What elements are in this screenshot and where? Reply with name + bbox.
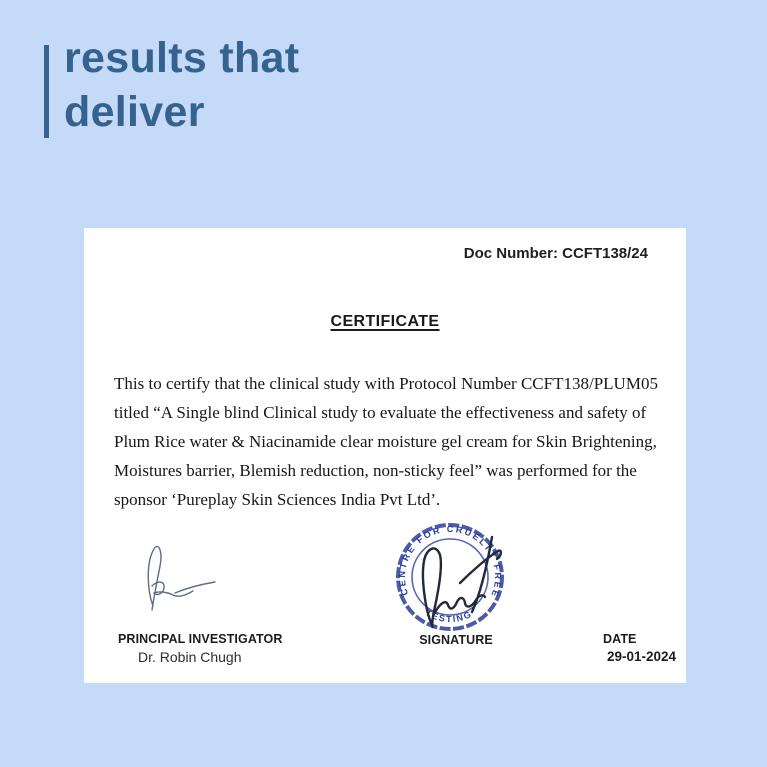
date-label: DATE [603, 632, 637, 646]
date-value: 29-01-2024 [606, 649, 676, 664]
certificate-body-line: titled “A Single blind Clinical study to evaluate the effectiveness and safety of [114, 403, 647, 422]
signature-label: SIGNATURE [419, 633, 493, 647]
stamp-bottom-text: TESTING [423, 607, 474, 625]
page-title [64, 31, 299, 139]
principal-investigator-signature-icon [131, 538, 226, 618]
page-title-line1: results that [64, 34, 300, 82]
certificate-body [114, 369, 658, 514]
certificate-card [84, 228, 686, 683]
cruelty-free-stamp-seal-icon [388, 515, 518, 639]
accent-bar [44, 45, 49, 138]
doc-number: Doc Number: CCFT138/24 [463, 245, 648, 262]
page-title-line2: deliver [64, 88, 205, 136]
certificate-body-line: sponsor ‘Pureplay Skin Sciences India Pvt Ltd’. [114, 490, 441, 509]
certificate-body-line: This to certify that the clinical study with Protocol Number CCFT138/PLUM05 [114, 374, 658, 393]
certificate-body-line: Moistures barrier, Blemish reduction, non-sticky feel” was performed for the [114, 461, 637, 480]
certificate-title: CERTIFICATE [330, 313, 440, 330]
certificate-body-line: Plum Rice water & Niacinamide clear moisture gel cream for Skin Brightening, [114, 432, 657, 451]
stamp-arc-text: CENTRE FOR CRUELTY FREE [396, 523, 504, 599]
principal-investigator-name: Dr. Robin Chugh [138, 649, 242, 665]
principal-investigator-label: PRINCIPAL INVESTIGATOR [118, 632, 283, 646]
